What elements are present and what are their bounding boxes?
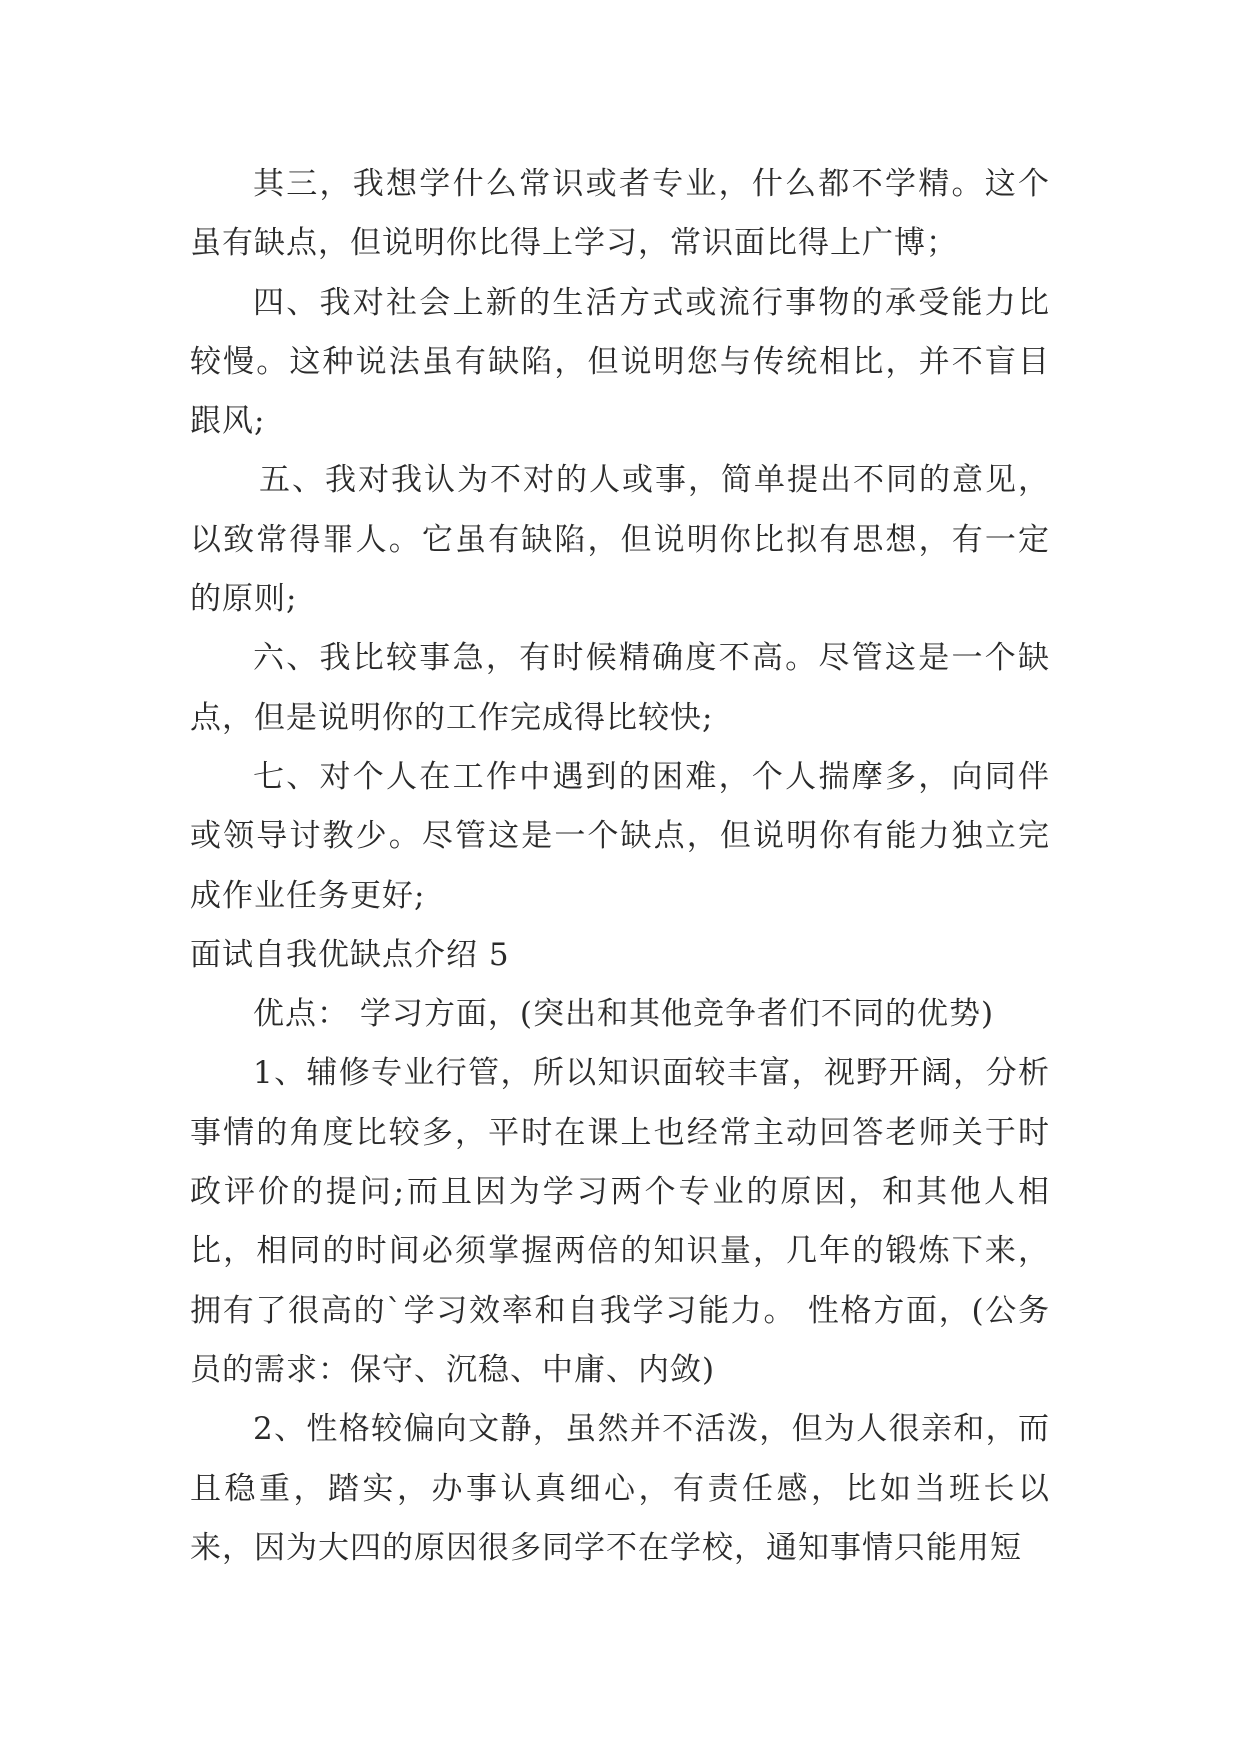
paragraph-fourth-point: 四、我对社会上新的生活方式或流行事物的承受能力比较慢。这种说法虽有缺陷，但说明您与传统相比，并不盲目跟风; <box>190 284 1050 440</box>
paragraph-fifth-point: 五、我对我认为不对的人或事，简单提出不同的意见，以致常得罪人。它虽有缺陷，但说明你比拟有思想，有一定的原则; <box>190 462 1050 618</box>
paragraph-strength-1: 1、辅修专业行管，所以知识面较丰富，视野开阔，分析事情的角度比较多，平时在课上也经常主动回答老师关于时政评价的提问;而且因为学习两个专业的原因，和其他人相比，相同的时间必须掌握两倍的知识量，几年的锻炼下来，拥有了很高的`学习效率和自我学习能力。 性格方面，(公务员的需求：保守、沉稳、中庸、内敛) <box>190 1055 1050 1388</box>
section-heading: 面试自我优缺点介绍 5 <box>190 936 510 973</box>
paragraph-sixth-point: 六、我比较事急，有时候精确度不高。尽管这是一个缺点，但是说明你的工作完成得比较快; <box>190 640 1050 736</box>
paragraph-third-point: 其三，我想学什么常识或者专业，什么都不学精。这个虽有缺点，但说明你比得上学习，常识面比得上广博； <box>190 166 1050 262</box>
paragraph-strength-2: 2、性格较偏向文静，虽然并不活泼，但为人很亲和，而且稳重，踏实，办事认真细心，有责任感，比如当班长以来，因为大四的原因很多同学不在学校，通知事情只能用短 <box>190 1411 1050 1566</box>
paragraph-seventh-point: 七、对个人在工作中遇到的困难，个人揣摩多，向同伴或领导讨教少。尽管这是一个缺点，但说明你有能力独立完成作业任务更好; <box>190 758 1050 914</box>
document-body <box>190 155 1050 1578</box>
paragraph-strengths-intro: 优点： 学习方面，(突出和其他竞争者们不同的优势) <box>253 996 995 1033</box>
